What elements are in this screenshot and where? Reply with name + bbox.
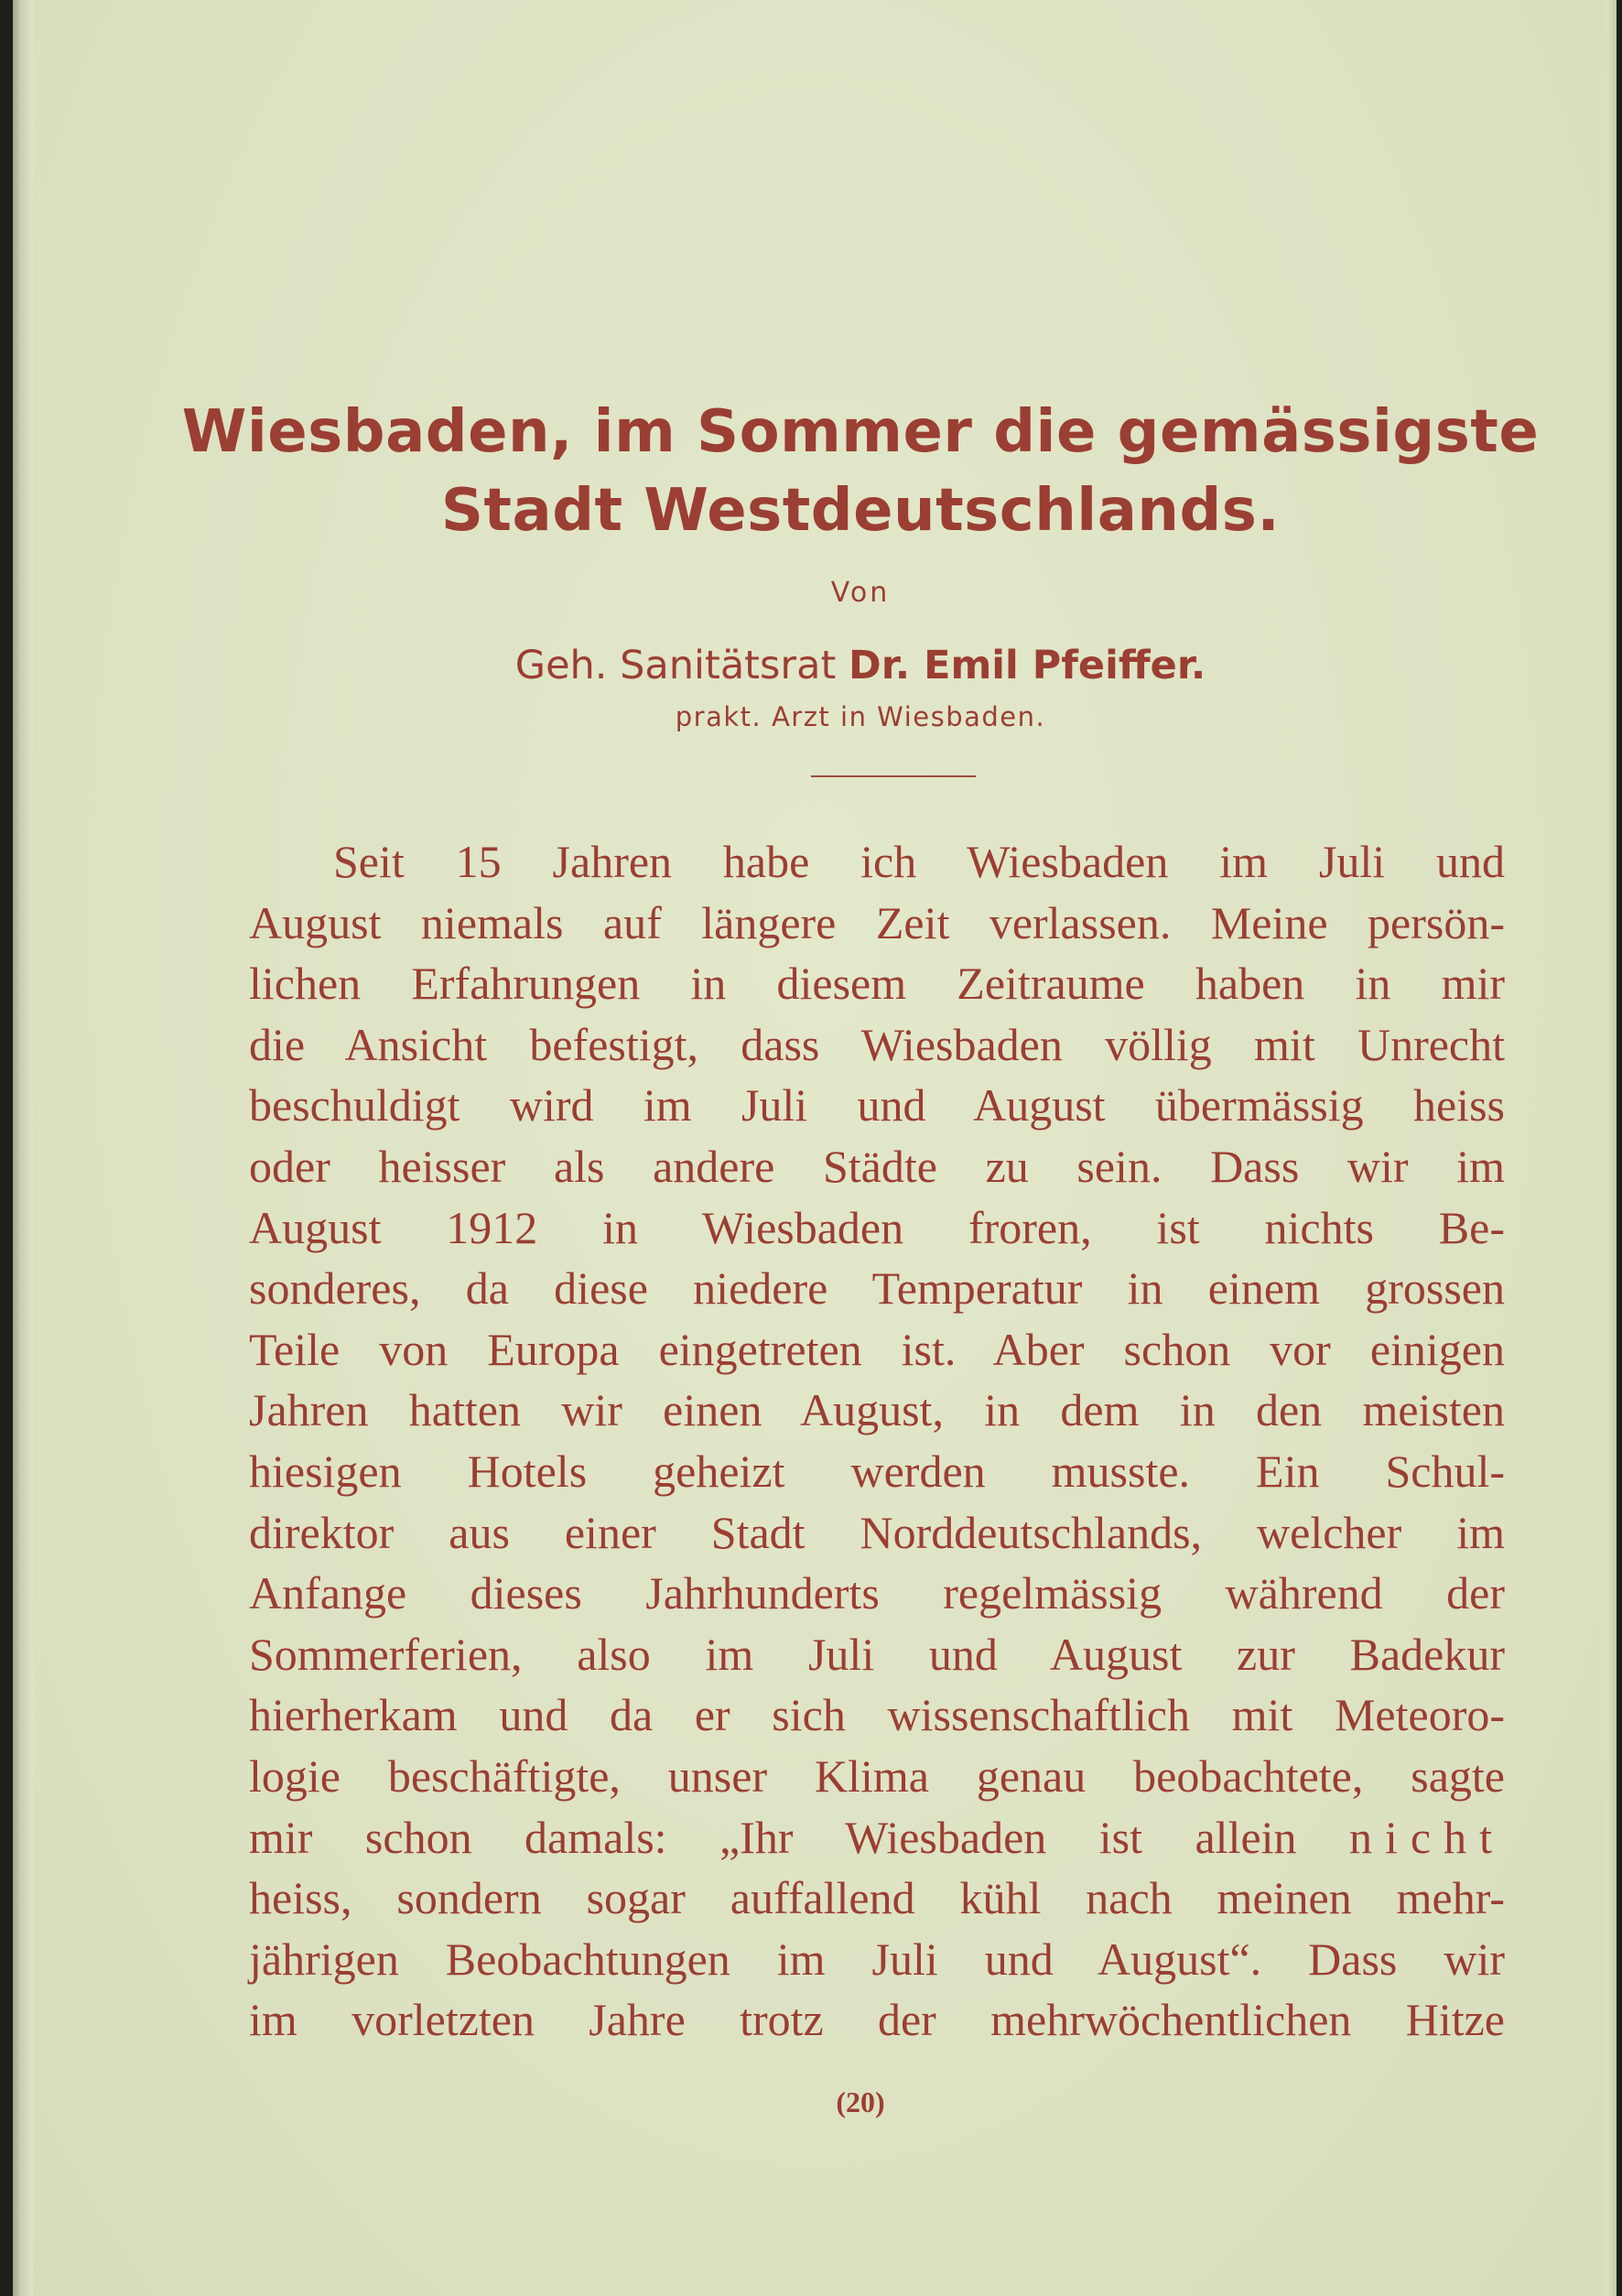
body-line-segment: mir schon damals: „Ihr Wiesbaden ist allein [249, 1811, 1297, 1863]
body-line: beschuldigt wird im Juli und August übermässig heiss [249, 1079, 1505, 1132]
body-line: August 1912 in Wiesbaden froren, ist nichts Be- [249, 1201, 1505, 1253]
body-line: August niemals auf längere Zeit verlassen. Meine persön- [249, 896, 1505, 948]
body-line: direktor aus einer Stadt Norddeutschlands, welcher im [249, 1506, 1505, 1558]
body-line: heiss, sondern sogar auffallend kühl nach meinen mehr- [249, 1872, 1505, 1924]
author-name: Dr. Emil Pfeiffer. [849, 643, 1206, 688]
body-line: Sommerferien, also im Juli und August zur Badekur [249, 1628, 1505, 1680]
title-line-1: Wiesbaden, im Sommer die gemässigste [181, 398, 1540, 466]
section-divider [811, 775, 976, 777]
body-line: Anfange dieses Jahrhunderts regelmässig während der [249, 1567, 1505, 1619]
author-title: Geh. Sanitätsrat [514, 643, 837, 688]
body-line: Seit 15 Jahren habe ich Wiesbaden im Juli und [333, 836, 1505, 887]
body-paragraph [249, 831, 1505, 2051]
byline-prefix: Von [830, 577, 891, 609]
page-right-edge [1606, 0, 1617, 2296]
author-affiliation: prakt. Arzt in Wiesbaden. [675, 701, 1046, 732]
body-line-with-emphasis [249, 1807, 1505, 1868]
page-number: (20) [836, 2085, 885, 2118]
body-line: die Ansicht befestigt, dass Wiesbaden völlig mit Unrecht [249, 1018, 1505, 1070]
body-line: Jahren hatten wir einen August, in dem in den meisten [249, 1384, 1505, 1436]
body-line: jährigen Beobachtungen im Juli und August“. Dass wir [249, 1933, 1505, 1985]
body-line: Teile von Europa eingetreten ist. Aber schon vor einigen [249, 1323, 1505, 1375]
body-line: sonderes, da diese niedere Temperatur in einem grossen [249, 1262, 1505, 1315]
author-line [104, 643, 1617, 688]
body-line: oder heisser als andere Städte zu sein. Dass wir im [249, 1140, 1505, 1192]
body-line: hiesigen Hotels geheizt werden musste. Ein Schul- [249, 1445, 1505, 1497]
body-line: hierherkam und da er sich wissenschaftlich mit Meteoro- [249, 1689, 1505, 1741]
page-left-edge [13, 0, 33, 2296]
emphasized-word: nicht [1349, 1811, 1506, 1863]
body-line: logie beschäftigte, unser Klima genau beobachtete, sagte [249, 1749, 1505, 1802]
body-line: lichen Erfahrungen in diesem Zeitraume haben in mir [249, 958, 1505, 1010]
document-page [13, 0, 1617, 2296]
title-line-2: Stadt Westdeutschlands. [440, 477, 1281, 545]
body-line: im vorletzten Jahre trotz der mehrwöchentlichen Hitze [249, 1994, 1505, 2046]
